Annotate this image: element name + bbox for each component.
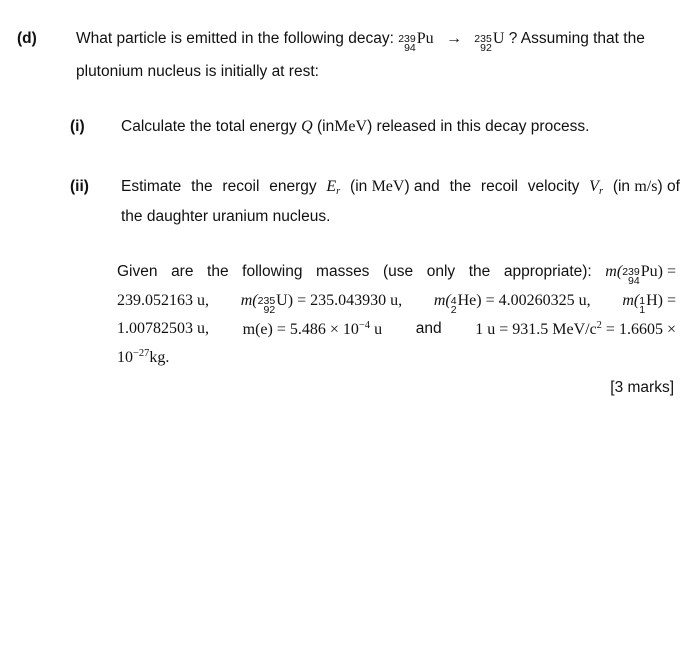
decay-arrow: → xyxy=(445,30,462,47)
and-word: and xyxy=(415,320,442,337)
given-word: Given xyxy=(117,263,158,280)
uranium-nuclide xyxy=(474,30,504,53)
part-d-question-text: What particle is emitted in the following decay: xyxy=(76,30,394,47)
part-d-question-line2: plutonium nucleus is initially at rest: xyxy=(76,63,319,80)
recoil-velocity-variable: $V_r$ xyxy=(589,178,604,197)
sub-i-text-after: ) released in this decay process. xyxy=(367,118,590,135)
sub-ii-word: energy xyxy=(269,178,317,195)
sub-i-unit: MeV xyxy=(334,118,368,135)
sub-ii-word: recoil xyxy=(222,178,260,195)
mass-h-value: 1.00782503 u, xyxy=(117,320,209,337)
mass-pu-value: 239.052163 u, xyxy=(117,292,209,309)
given-word: only xyxy=(426,263,456,280)
sub-ii-word: the xyxy=(449,178,472,195)
u-atomic-number: 92 xyxy=(480,42,492,54)
sub-ii-word: velocity xyxy=(527,178,580,195)
given-word: the xyxy=(468,263,491,280)
sub-i-label: (i) xyxy=(70,118,85,135)
given-line2 xyxy=(117,292,676,315)
pu-symbol: Pu xyxy=(416,30,434,47)
part-d-question-tail: ? Assuming that the xyxy=(508,30,645,47)
mass-electron-expression: $m(e) = 5.486 \times 10^{-4}$ u xyxy=(242,320,383,338)
given-word: following xyxy=(242,263,303,280)
sub-i-text-mid: (in xyxy=(316,118,335,135)
given-word: are xyxy=(171,263,194,280)
mass-he-expression: m( 4 2 He) = 4.00260325 u, xyxy=(433,292,591,316)
kg-unit: kg. xyxy=(149,349,170,366)
sub-ii-word: Estimate xyxy=(121,178,182,195)
marks-label: [3 marks] xyxy=(610,379,674,396)
sub-i-text-before: Calculate the total energy xyxy=(121,118,297,135)
sub-ii-unit-group: (in MeV) and xyxy=(350,178,440,195)
kg-exponent: −27 xyxy=(133,348,150,359)
energy-q-variable: Q xyxy=(301,118,313,135)
mass-h-expression: m( 1 1 H) = xyxy=(622,292,676,316)
u-symbol: U xyxy=(492,30,505,47)
pu-atomic-number: 94 xyxy=(404,42,416,54)
sub-ii-word: the xyxy=(191,178,213,195)
given-line4 xyxy=(117,348,169,367)
u-mass-number: 235 xyxy=(474,33,492,45)
sub-ii-question-line2: the daughter uranium nucleus. xyxy=(121,208,331,225)
sub-ii-velocity-unit-group: (in m/s) of xyxy=(612,178,680,195)
mass-u-expression: m( 235 92 U) = 235.043930 u, xyxy=(240,292,403,316)
given-line1 xyxy=(117,263,676,286)
given-word: the xyxy=(207,263,229,280)
recoil-energy-variable: $E_r$ xyxy=(326,178,341,197)
sub-ii-label: (ii) xyxy=(70,178,89,195)
mass-pu-expression: m( 239 94 Pu) = xyxy=(605,263,676,287)
given-word: (use xyxy=(383,263,414,280)
given-word: appropriate): xyxy=(503,263,592,280)
sub-ii-word: recoil xyxy=(480,178,518,195)
plutonium-nuclide xyxy=(398,30,433,53)
given-word: masses xyxy=(316,263,370,280)
given-line3 xyxy=(117,320,676,339)
kg-base: 10 xyxy=(117,349,133,366)
sub-i-question xyxy=(121,118,589,136)
part-d-question-line1 xyxy=(76,30,645,53)
unit-conversion-expression: 1 u = 931.5 MeV/$c^2 = 1.6605$ × xyxy=(475,320,676,338)
sub-ii-question-line1 xyxy=(121,178,680,197)
part-d-label: (d) xyxy=(17,30,37,47)
pu-mass-number: 239 xyxy=(398,33,416,45)
